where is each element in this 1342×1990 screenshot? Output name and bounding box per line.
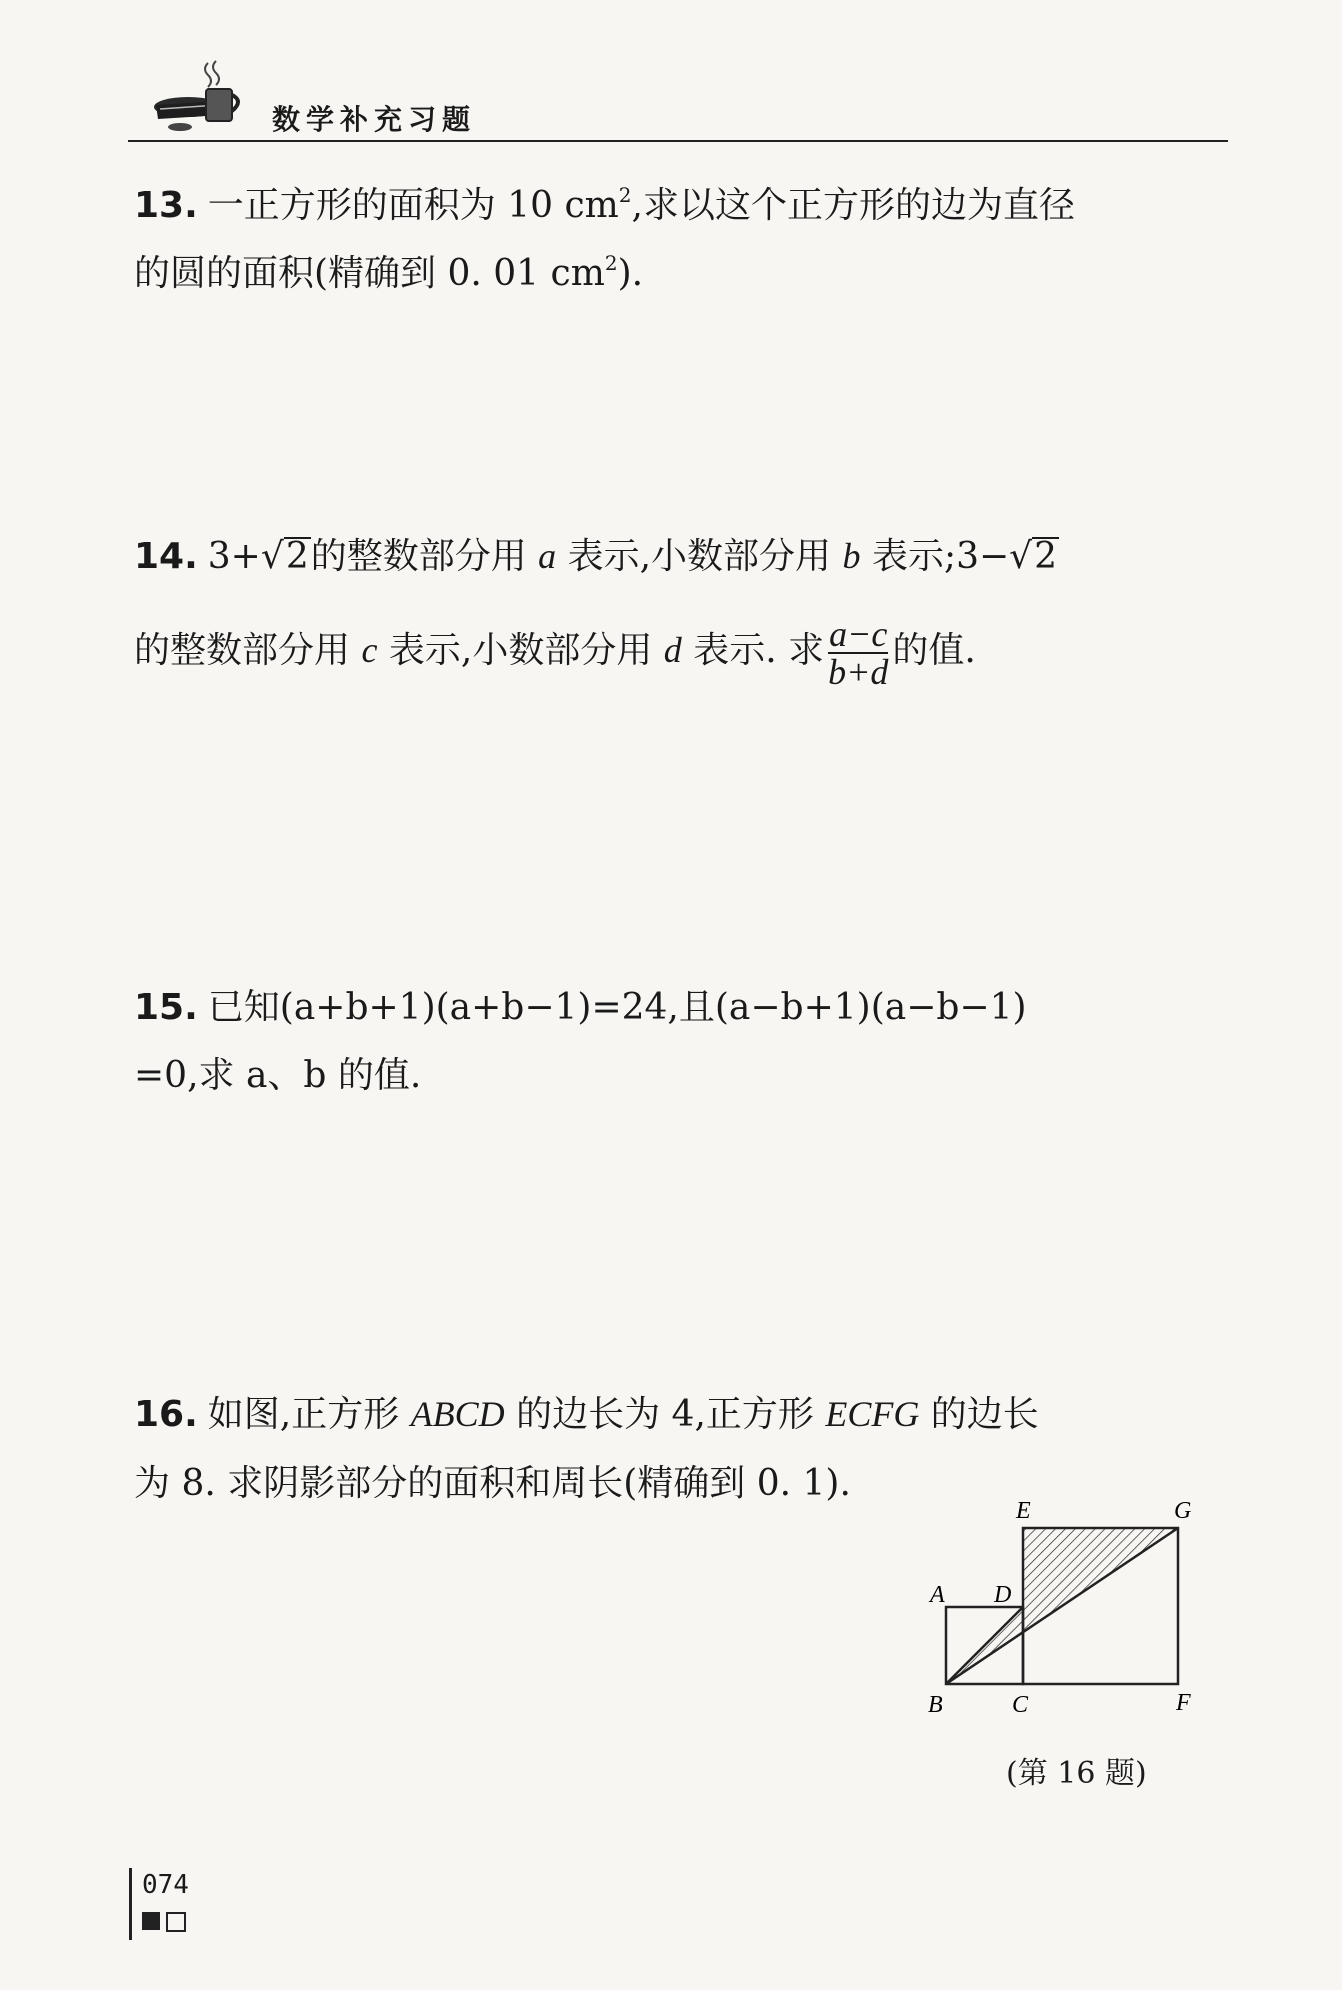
label-a: A	[930, 1582, 945, 1608]
label-g: G	[1174, 1498, 1192, 1524]
p14-text-e: 的整数部分用	[134, 630, 362, 671]
p16-text-d: 为 8. 求阴影部分的面积和周长(精确到 0. 1).	[134, 1463, 851, 1504]
filled-square-icon	[142, 1912, 160, 1930]
problem-14-line-1	[134, 534, 1059, 579]
fraction-denominator: b+d	[828, 652, 889, 692]
p14-var-b: b	[842, 536, 861, 576]
p14-text-b: 的整数部分用	[310, 536, 539, 577]
square-abcd-label: ABCD	[410, 1394, 505, 1434]
footer-bar	[129, 1868, 132, 1940]
label-e: E	[1016, 1498, 1031, 1524]
p14-var-a: a	[538, 536, 557, 576]
p14-var-d: d	[663, 630, 682, 670]
sqrt-symbol: √2	[1009, 536, 1058, 577]
header-divider	[128, 140, 1228, 142]
empty-square-icon	[166, 1912, 186, 1932]
segment-bd	[946, 1607, 1023, 1684]
fraction	[828, 616, 888, 690]
p14-text-d: 表示;3−	[860, 536, 1010, 577]
problem-15-line-2	[134, 1054, 421, 1098]
p16-text-a: 如图,正方形	[207, 1394, 411, 1435]
p13-text-d: ).	[617, 253, 644, 294]
p15-text-2: =0,求 a、b 的值.	[134, 1055, 422, 1096]
p16-text-b: 的边长为 4,正方形	[504, 1394, 826, 1435]
p15-text-1: 已知(a+b+1)(a+b−1)=24,且(a−b+1)(a−b−1)	[207, 987, 1027, 1028]
problem-16-line-1	[134, 1392, 1039, 1437]
problem-13-number: 13.	[134, 185, 198, 226]
p14-text-h: 的值.	[892, 630, 976, 671]
p13-text-b: ,求以这个正方形的边为直径	[631, 185, 1075, 226]
p14-var-c: c	[361, 630, 378, 670]
label-d: D	[994, 1582, 1012, 1608]
figure-caption: (第 16 题)	[1006, 1756, 1147, 1791]
p14-text-f: 表示,小数部分用	[377, 630, 664, 671]
p13-text-a: 一正方形的面积为 10 cm	[207, 185, 619, 226]
p13-sup-1: 2	[618, 183, 632, 207]
label-b: B	[928, 1692, 943, 1718]
p14-radicand-1: 2	[285, 536, 309, 577]
p13-sup-2: 2	[604, 251, 618, 275]
problem-13-line-2	[134, 252, 643, 296]
header-title: 数学补充习题	[272, 103, 477, 136]
problem-13-line-1	[134, 184, 1075, 228]
label-f: F	[1176, 1690, 1191, 1716]
p16-text-c: 的边长	[919, 1394, 1039, 1435]
p13-text-c: 的圆的面积(精确到 0. 01 cm	[134, 253, 605, 294]
geometry-figure	[920, 1490, 1220, 1730]
label-c: C	[1012, 1692, 1029, 1718]
book-and-cup-icon	[150, 55, 250, 133]
p14-text-g: 表示. 求	[681, 630, 825, 671]
problem-15-line-1	[134, 986, 1027, 1030]
p14-radicand-2: 2	[1034, 536, 1058, 577]
problem-14-line-2	[134, 616, 976, 690]
p14-text-c: 表示,小数部分用	[556, 536, 843, 577]
square-ecfg-label: ECFG	[825, 1394, 920, 1434]
problem-16-number: 16.	[134, 1394, 198, 1435]
problem-16-line-2	[134, 1462, 851, 1506]
fraction-numerator: a−c	[829, 614, 888, 654]
problem-15-number: 15.	[134, 987, 198, 1028]
p14-text-a: 3+	[207, 536, 261, 577]
page-number: 074	[142, 1870, 189, 1900]
sqrt-symbol: √2	[260, 536, 309, 577]
problem-14-number: 14.	[134, 536, 198, 577]
